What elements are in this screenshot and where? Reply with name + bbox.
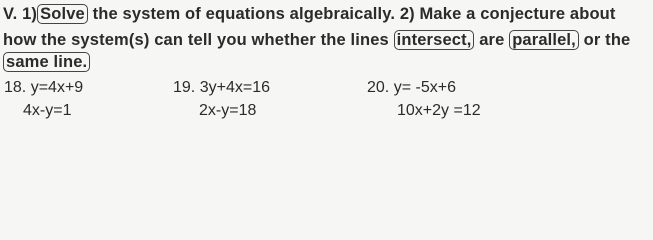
problem-20-equation-2	[397, 101, 481, 121]
equation: 3y+4x=16	[199, 79, 270, 96]
problem-number: 19.	[173, 79, 196, 96]
boxed-word-parallel: parallel,	[509, 30, 579, 50]
instruction-line-3	[3, 52, 90, 72]
problem-number: 18.	[4, 79, 27, 96]
equation: y= -5x+6	[393, 79, 456, 96]
instruction-text-2: how the system(s) can tell you whether the lines	[3, 31, 389, 49]
boxed-word-same-line: same line.	[3, 52, 90, 72]
equation: 10x+2y =12	[397, 102, 481, 119]
problem-18-equation-2	[23, 101, 71, 121]
problem-19-equation-1	[173, 78, 270, 98]
instruction-text-1: the system of equations algebraically. 2) Make a conjecture about	[92, 5, 616, 23]
instruction-text-are: are	[479, 31, 505, 49]
boxed-word-solve: Solve	[37, 4, 88, 24]
equation: y=4x+9	[30, 79, 84, 96]
instruction-text-or-the: or the	[583, 31, 631, 49]
boxed-word-intersect: intersect,	[394, 30, 475, 50]
instruction-line-1	[3, 4, 616, 24]
instruction-line-2	[3, 30, 630, 50]
problem-number: 20.	[367, 79, 390, 96]
problem-20-equation-1	[367, 78, 456, 98]
problem-19-equation-2	[199, 101, 256, 121]
equation: 2x-y=18	[199, 102, 257, 119]
section-label: V. 1)	[3, 5, 38, 23]
problem-18-equation-1	[4, 78, 83, 98]
equation: 4x-y=1	[23, 102, 72, 119]
